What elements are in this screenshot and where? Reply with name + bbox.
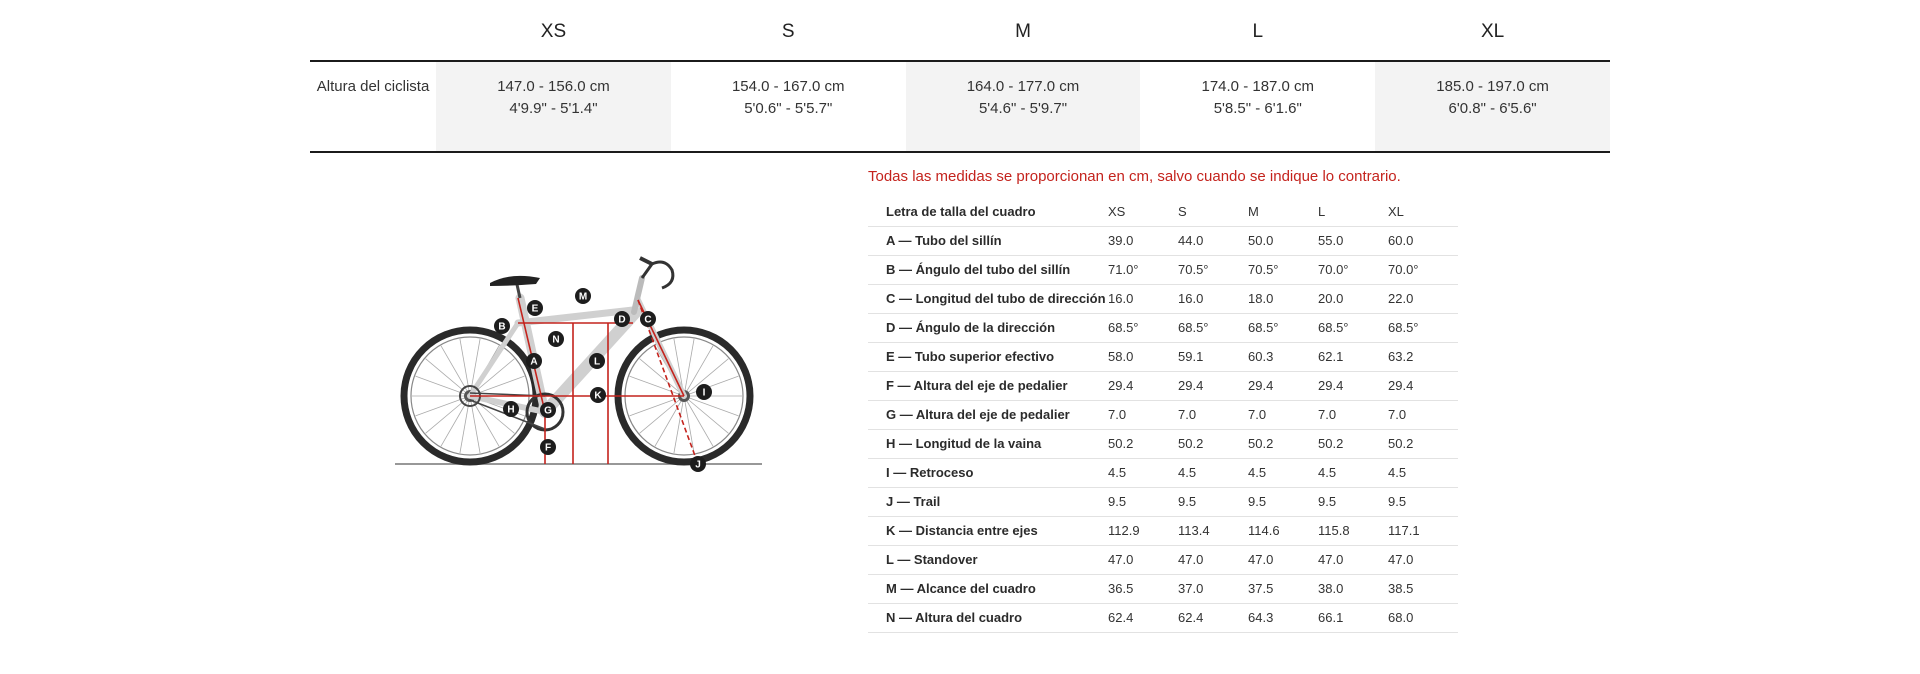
table-row [868,342,1458,371]
geometry-table [868,197,1458,633]
geometry-cell: 4.5 [1108,458,1178,487]
geometry-cell: 37.0 [1178,574,1248,603]
geometry-cell: 22.0 [1388,284,1458,313]
size-header-xl: XL [1375,0,1610,61]
geometry-row-label: H — Longitud de la vaina [868,429,1108,458]
geometry-cell: 7.0 [1318,400,1388,429]
svg-text:C: C [644,314,652,326]
svg-text:K: K [594,390,602,402]
geometry-row-label: A — Tubo del sillín [868,226,1108,255]
height-ft: 4'9.9" - 5'1.4" [509,100,598,117]
marker-c [640,311,656,327]
geometry-cell: 50.2 [1388,429,1458,458]
svg-text:I: I [702,387,706,399]
table-row [868,400,1458,429]
geometry-cell: 114.6 [1248,516,1318,545]
geometry-cell: 47.0 [1178,545,1248,574]
frame-size-xs: XS [1108,197,1178,226]
height-cm: 174.0 - 187.0 cm [1201,78,1315,95]
geometry-cell: 47.0 [1388,545,1458,574]
geometry-cell: 64.3 [1248,603,1318,632]
svg-text:B: B [498,321,506,333]
geometry-cell: 7.0 [1108,400,1178,429]
svg-text:N: N [552,334,560,346]
marker-d [614,311,630,327]
geometry-cell: 9.5 [1108,487,1178,516]
frame-size-m: M [1248,197,1318,226]
geometry-cell: 68.5° [1108,313,1178,342]
table-row [868,545,1458,574]
header-blank-cell [310,0,436,61]
geometry-cell: 16.0 [1108,284,1178,313]
geometry-row-label: B — Ángulo del tubo del sillín [868,255,1108,284]
geometry-cell: 68.0 [1388,603,1458,632]
geometry-cell: 50.2 [1178,429,1248,458]
geometry-row-label: G — Altura del eje de pedalier [868,400,1108,429]
geometry-cell: 20.0 [1318,284,1388,313]
marker-e [527,300,543,316]
svg-text:H: H [507,404,515,416]
geometry-row-label: C — Longitud del tubo de dirección [868,284,1108,313]
geometry-cell: 68.5° [1318,313,1388,342]
size-header-xs: XS [436,0,671,61]
geometry-row-label: L — Standover [868,545,1108,574]
marker-n [548,331,564,347]
table-row [868,516,1458,545]
geometry-cell: 113.4 [1178,516,1248,545]
table-row [868,371,1458,400]
marker-h [503,401,519,417]
marker-b [494,318,510,334]
table-row [868,313,1458,342]
geometry-cell: 60.3 [1248,342,1318,371]
rider-height-xs [436,61,671,152]
geometry-row-label: K — Distancia entre ejes [868,516,1108,545]
geometry-cell: 44.0 [1178,226,1248,255]
geometry-cell: 117.1 [1388,516,1458,545]
svg-text:J: J [695,459,701,471]
geometry-cell: 9.5 [1388,487,1458,516]
table-row [868,574,1458,603]
height-ft: 5'0.6" - 5'5.7" [744,100,833,117]
geometry-cell: 70.5° [1178,255,1248,284]
geometry-row-label: D — Ángulo de la dirección [868,313,1108,342]
rider-height-m [906,61,1141,152]
height-cm: 164.0 - 177.0 cm [966,78,1080,95]
geometry-row-label: J — Trail [868,487,1108,516]
height-ft: 6'0.8" - 6'5.6" [1448,100,1537,117]
geometry-cell: 38.0 [1318,574,1388,603]
rider-height-label: Altura del ciclista [310,61,436,152]
geometry-cell: 62.4 [1178,603,1248,632]
geometry-cell: 60.0 [1388,226,1458,255]
height-cm: 154.0 - 167.0 cm [731,78,845,95]
marker-j [690,456,706,472]
marker-l [589,353,605,369]
height-cm: 147.0 - 156.0 cm [497,78,610,95]
svg-text:F: F [544,442,552,454]
svg-text:D: D [618,314,626,326]
table-row [868,226,1458,255]
geometry-cell: 115.8 [1318,516,1388,545]
height-ft: 5'8.5" - 6'1.6" [1213,100,1302,117]
geometry-cell: 63.2 [1388,342,1458,371]
geometry-cell: 7.0 [1248,400,1318,429]
frame-size-s: S [1178,197,1248,226]
units-note: Todas las medidas se proporcionan en cm, salvo cuando se indique lo contrario. [868,168,1401,185]
geometry-cell: 68.5° [1178,313,1248,342]
marker-a [526,353,542,369]
geometry-row-label: I — Retroceso [868,458,1108,487]
geometry-cell: 70.0° [1388,255,1458,284]
marker-i [696,384,712,400]
geometry-cell: 4.5 [1248,458,1318,487]
marker-g [540,402,556,418]
geometry-cell: 9.5 [1178,487,1248,516]
geometry-cell: 70.5° [1248,255,1318,284]
rider-height-s [671,61,906,152]
table-row [868,255,1458,284]
geometry-cell: 9.5 [1248,487,1318,516]
table-row [868,603,1458,632]
marker-f [540,439,556,455]
frame-size-header-label: Letra de talla del cuadro [868,197,1108,226]
table-row [868,284,1458,313]
geometry-cell: 58.0 [1108,342,1178,371]
geometry-cell: 68.5° [1388,313,1458,342]
geometry-cell: 50.2 [1318,429,1388,458]
geometry-row-label: N — Altura del cuadro [868,603,1108,632]
geometry-row-label: E — Tubo superior efectivo [868,342,1108,371]
svg-text:L: L [593,356,601,368]
geometry-cell: 36.5 [1108,574,1178,603]
rider-height-l [1140,61,1375,152]
size-header-l: L [1140,0,1375,61]
rider-height-row [310,61,1610,152]
geometry-cell: 71.0° [1108,255,1178,284]
geometry-cell: 62.1 [1318,342,1388,371]
geometry-cell: 112.9 [1108,516,1178,545]
geometry-cell: 59.1 [1178,342,1248,371]
height-ft: 5'4.6" - 5'9.7" [978,100,1068,117]
geometry-cell: 29.4 [1248,371,1318,400]
geometry-row-label: F — Altura del eje de pedalier [868,371,1108,400]
geometry-cell: 50.0 [1248,226,1318,255]
rider-height-xl [1375,61,1610,152]
frame-size-xl: XL [1388,197,1458,226]
size-header-m: M [906,0,1141,61]
geometry-cell: 16.0 [1178,284,1248,313]
geometry-cell: 70.0° [1318,255,1388,284]
table-row [868,429,1458,458]
frame-size-l: L [1318,197,1388,226]
geometry-cell: 29.4 [1318,371,1388,400]
geometry-cell: 29.4 [1388,371,1458,400]
svg-text:G: G [544,405,552,417]
geometry-cell: 18.0 [1248,284,1318,313]
geometry-header-row [868,197,1458,226]
bike-geometry-diagram [390,228,770,478]
geometry-cell: 62.4 [1108,603,1178,632]
geometry-cell: 29.4 [1108,371,1178,400]
geometry-cell: 39.0 [1108,226,1178,255]
geometry-row-label: M — Alcance del cuadro [868,574,1108,603]
geometry-cell: 37.5 [1248,574,1318,603]
marker-k [590,387,606,403]
geometry-cell: 50.2 [1108,429,1178,458]
geometry-cell: 38.5 [1388,574,1458,603]
geometry-cell: 4.5 [1178,458,1248,487]
geometry-cell: 55.0 [1318,226,1388,255]
svg-text:E: E [531,303,539,315]
size-header-s: S [671,0,906,61]
saddle [490,276,540,298]
geometry-cell: 9.5 [1318,487,1388,516]
svg-text:M: M [578,291,588,303]
rider-size-table [310,0,1610,153]
geometry-cell: 4.5 [1388,458,1458,487]
table-row [868,458,1458,487]
svg-text:A: A [530,356,538,368]
table-row [868,487,1458,516]
geometry-cell: 66.1 [1318,603,1388,632]
geometry-cell: 47.0 [1318,545,1388,574]
geometry-cell: 47.0 [1248,545,1318,574]
height-cm: 185.0 - 197.0 cm [1436,78,1549,95]
geometry-cell: 29.4 [1178,371,1248,400]
geometry-cell: 47.0 [1108,545,1178,574]
rider-size-header-row [310,0,1610,61]
handlebar [640,258,673,288]
geometry-cell: 4.5 [1318,458,1388,487]
geometry-cell: 68.5° [1248,313,1318,342]
marker-m [575,288,591,304]
geometry-cell: 50.2 [1248,429,1318,458]
geometry-cell: 7.0 [1178,400,1248,429]
geometry-cell: 7.0 [1388,400,1458,429]
